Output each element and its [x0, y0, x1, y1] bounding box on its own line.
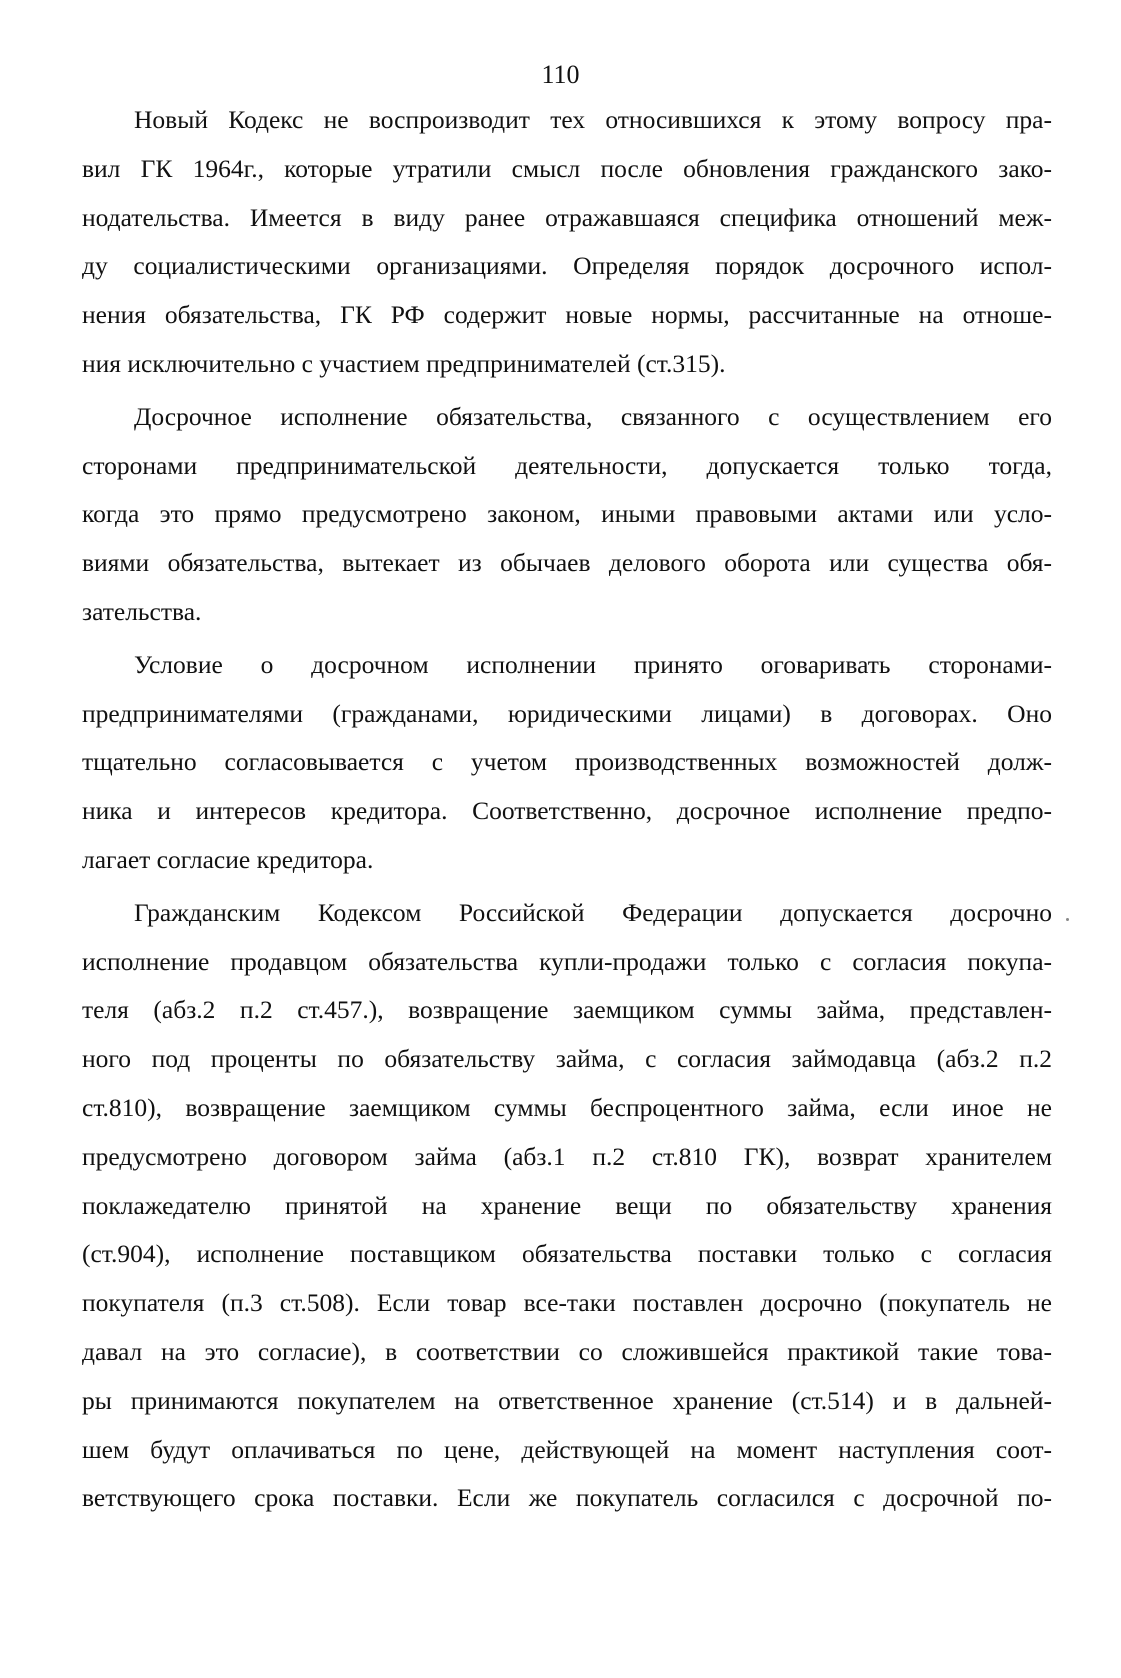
- text-line: ст.810), возвращение заемщиком суммы беспроцентного займа, если иное не: [82, 1092, 1052, 1122]
- text-line: Новый Кодекс не воспроизводит тех относившихся к этому вопросу пра-: [134, 105, 1052, 134]
- text-line: шем будут оплачиваться по цене, действующей на момент наступления соот-: [82, 1434, 1052, 1464]
- text-line: давал на это согласие), в соответствии со сложившейся практикой такие това-: [82, 1336, 1052, 1366]
- text-line: сторонами предпринимательской деятельности, допускается только тогда,: [82, 450, 1052, 480]
- text-line: вил ГК 1964г., которые утратили смысл после обновления гражданского зако-: [82, 153, 1052, 183]
- text-line: предпринимателями (гражданами, юридическими лицами) в договорах. Оно: [82, 698, 1052, 728]
- paragraph-1: [82, 96, 1052, 389]
- paragraph-3: [82, 641, 1052, 885]
- text-line: ния исключительно с участием предпринимателей (ст.315).: [82, 348, 726, 378]
- text-line: Гражданским Кодексом Российской Федерации допускается досрочно: [134, 897, 1052, 927]
- text-line: (ст.904), исполнение поставщиком обязательства поставки только с согласия: [82, 1239, 1052, 1269]
- text-line: тщательно согласовывается с учетом производственных возможностей долж-: [82, 747, 1052, 777]
- text-line: ду социалистическими организациями. Определяя порядок досрочного испол-: [82, 251, 1052, 281]
- text-line: нодательства. Имеется в виду ранее отражавшаяся специфика отношений меж-: [82, 202, 1052, 232]
- text-line: исполнение продавцом обязательства купли-продажи только с согласия покупа-: [82, 946, 1052, 976]
- text-line: Условие о досрочном исполнении принято оговаривать сторонами-: [134, 649, 1052, 679]
- paragraph-4: [82, 889, 1052, 1523]
- text-line: теля (абз.2 п.2 ст.457.), возвращение заемщиком суммы займа, представлен-: [82, 995, 1052, 1025]
- text-line: покупателя (п.3 ст.508). Если товар все-таки поставлен досрочно (покупатель не: [82, 1288, 1052, 1318]
- text-line: ры принимаются покупателем на ответственное хранение (ст.514) и в дальней-: [82, 1385, 1052, 1415]
- text-line: предусмотрено договором займа (абз.1 п.2 ст.810 ГК), возврат хранителем: [82, 1141, 1052, 1171]
- body-text: [82, 96, 1052, 1527]
- paragraph-2: [82, 393, 1052, 637]
- text-line: зательства.: [82, 596, 202, 626]
- text-line: Досрочное исполнение обязательства, связанного с осуществлением его: [134, 401, 1052, 431]
- scan-speck: [1066, 918, 1069, 921]
- text-line: когда это прямо предусмотрено законом, иными правовыми актами или усло-: [82, 499, 1052, 529]
- text-line: ного под проценты по обязательству займа, с согласия займодавца (абз.2 п.2: [82, 1044, 1052, 1074]
- text-line: нения обязательства, ГК РФ содержит новые нормы, рассчитанные на отноше-: [82, 300, 1052, 330]
- page-number: 110: [541, 60, 580, 89]
- text-line: виями обязательства, вытекает из обычаев делового оборота или существа обя-: [82, 548, 1052, 578]
- text-line: ника и интересов кредитора. Соответственно, досрочное исполнение предпо-: [82, 796, 1052, 826]
- text-line: ветствующего срока поставки. Если же покупатель согласился с досрочной по-: [82, 1483, 1052, 1513]
- text-line: поклажедателю принятой на хранение вещи по обязательству хранения: [82, 1190, 1052, 1220]
- text-line: лагает согласие кредитора.: [82, 844, 374, 874]
